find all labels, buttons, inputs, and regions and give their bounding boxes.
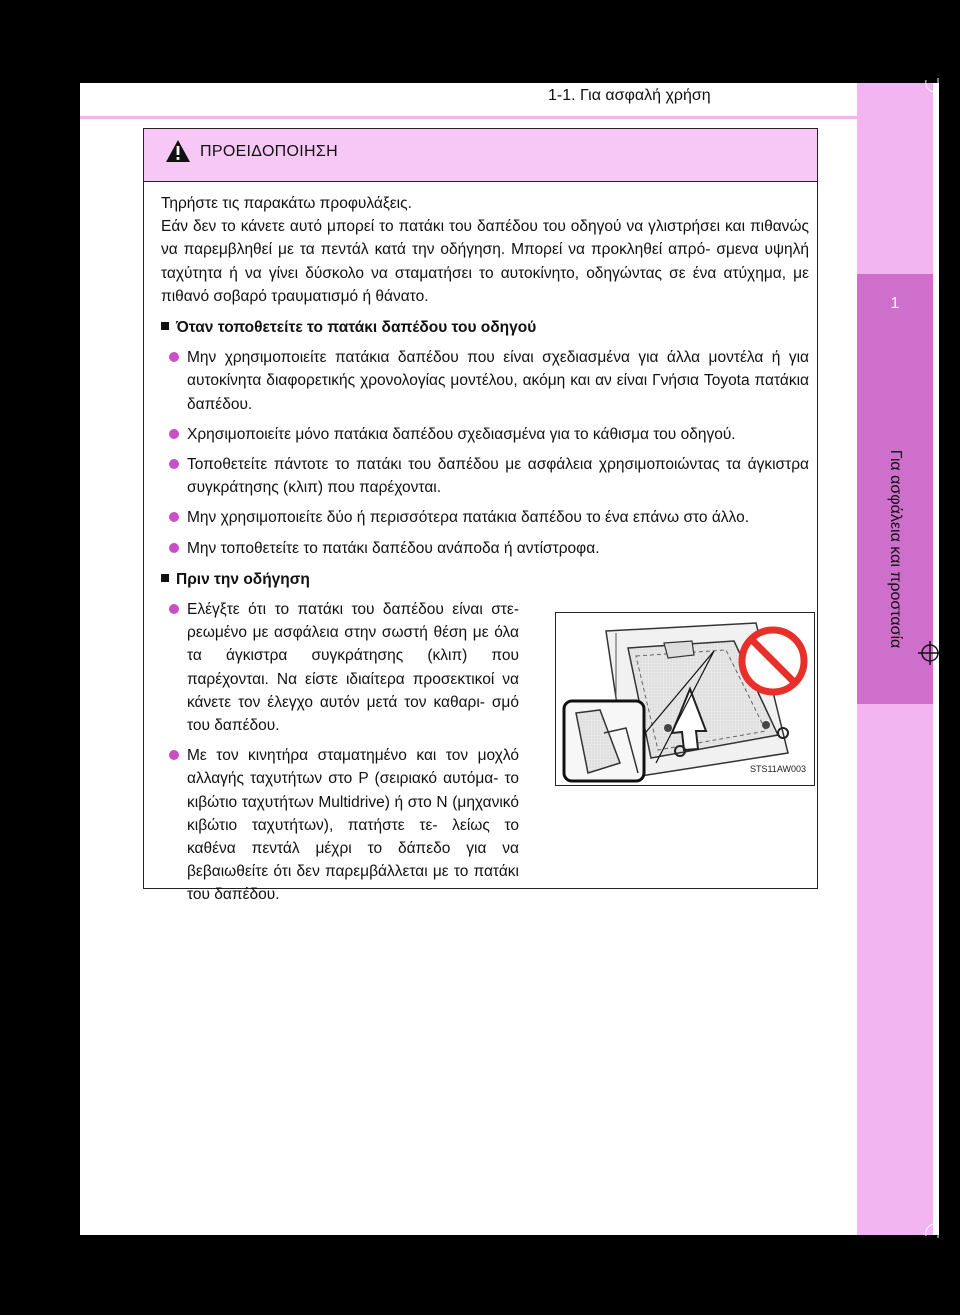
registration-mark-icon [924,78,940,98]
section-header: 1-1. Για ασφαλή χρήση [548,87,711,104]
figure-label: STS11AW003 [749,763,806,774]
list-item: Μην τοποθετείτε το πατάκι δαπέδου ανάποδα ή αντίστροφα. [161,537,809,560]
header-rule [80,116,857,119]
registration-mark-icon [918,641,942,665]
manual-page [80,83,939,1235]
list-item: Μην χρησιμοποιείτε δύο ή περισσότερα πατάκια δαπέδου το ένα επάνω στο άλλο. [161,506,809,529]
list-item: Ελέγξτε ότι το πατάκι του δαπέδου είναι στε- ρεωμένο με ασφάλεια στην σωστή θέση με όλα τα άγκιστρα συγκράτησης (κλιπ) που παρέχονται. Να είστε ιδιαίτερα προσεκτικοί να κάνετε τον έλεγχο αυτόν μετά τον καθαρι- σμό του δαπέδου. [161,598,519,737]
square-bullet-icon [161,574,169,582]
warning-body [144,182,817,907]
chapter-number: 1 [890,295,900,312]
list-item: Τοποθετείτε πάντοτε το πατάκι του δαπέδου με ασφάλεια χρησιμοποιώντας τα άγκιστρα συγκράτησης (κλιπ) που παρέχονται. [161,453,809,499]
list-item: Με τον κινητήρα σταματημένο και τον μοχλό αλλαγής ταχυτήτων στο P (σειριακό αυτόμα- το κιβώτιο ταχυτήτων Multidrive) ή στο N (μηχανικό κιβώτιο ταχυτήτων), πατήστε τε- λείως το καθένα πεντάλ μέχρι το δάπεδο για να βεβαιωθείτε ότι δεν παρεμβάλλεται με το πατάκι του δαπέδου. [161,744,519,906]
chapter-title: Για ασφάλεια και προστασία [887,449,904,649]
warning-paragraph: Εάν δεν το κάνετε αυτό μπορεί το πατάκι του δαπέδου του οδηγού να γλιστρήσει και πιθανώς να παρεμβληθεί με τα πεντάλ κατά την οδήγηση. Μπορεί να προκληθεί απρό- σμενα υψηλή ταχύτητα ή να γίνει δύσκολο να σταματήσει το αυτοκίνητο, οδηγώντας σε ένα ατύχημα, με πιθανό σοβαρό τραυματισμό ή θάνατο. [161,218,809,305]
list-item: Χρησιμοποιείτε μόνο πατάκια δαπέδου σχεδιασμένα για το κάθισμα του οδηγού. [161,423,809,446]
warning-intro: Τηρήστε τις παρακάτω προφυλάξεις. [161,195,412,212]
warning-box [143,128,818,904]
square-bullet-icon [161,322,169,330]
warning-header [144,129,817,182]
warning-triangle-icon [165,139,191,163]
section-heading-before-driving: Πριν την οδήγηση [161,568,809,591]
warning-title: ΠΡΟΕΙΔΟΠΟΙΗΣΗ [200,143,338,160]
list-item: Μην χρησιμοποιείτε πατάκια δαπέδου που είναι σχεδιασμένα για άλλα μοντέλα ή για αυτοκίνητα διαφορετικής χρονολογίας μοντέλου, ακόμη και αν είναι Γνήσια Toyota πατάκια δαπέδου. [161,346,809,416]
section-heading-driver-mat: Όταν τοποθετείτε το πατάκι δαπέδου του οδηγού [161,316,809,339]
registration-mark-icon [924,1218,940,1238]
before-driving-section [161,598,809,907]
floor-mat-illustration [555,612,815,786]
